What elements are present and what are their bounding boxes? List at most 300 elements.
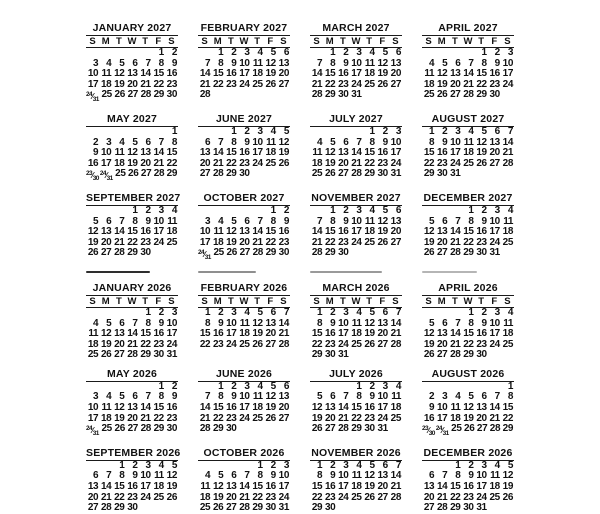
weekday-label: W bbox=[239, 295, 249, 307]
day-cell: 20 bbox=[423, 491, 435, 503]
day-cell: 30 bbox=[338, 89, 349, 101]
day-cell: 18 bbox=[364, 226, 375, 238]
day-cell: 16 bbox=[265, 481, 276, 493]
year-calendar-2026 bbox=[86, 282, 514, 514]
day-cell: 15 bbox=[364, 147, 375, 159]
day-cell: 10 bbox=[489, 317, 500, 329]
week-row bbox=[198, 493, 290, 504]
day-cell: 18 bbox=[463, 147, 474, 159]
day-cell: 16 bbox=[489, 68, 500, 80]
day-cell: 12 bbox=[100, 328, 112, 340]
day-cell: 21 bbox=[153, 157, 164, 169]
separator-slot bbox=[310, 271, 402, 273]
day-cell: 27 bbox=[338, 168, 349, 180]
day-cell: 3 bbox=[455, 125, 461, 137]
month-june-2026 bbox=[198, 368, 290, 435]
empty-cell bbox=[435, 308, 448, 319]
week-row bbox=[422, 169, 514, 180]
day-cell: 22 bbox=[153, 78, 164, 90]
day-cell: 11 bbox=[424, 68, 435, 80]
day-cell: 24 bbox=[390, 157, 401, 169]
day-cell: 28 bbox=[199, 423, 211, 435]
day-cell: 23 bbox=[166, 78, 177, 90]
day-cell: 2 bbox=[468, 459, 474, 471]
empty-cell bbox=[349, 503, 362, 514]
day-cell: 18 bbox=[423, 78, 435, 90]
day-cell: 26 bbox=[278, 157, 289, 169]
day-cell: 30 bbox=[324, 502, 336, 514]
day-cell: 25 bbox=[351, 338, 362, 350]
day-cell: 25 bbox=[252, 412, 263, 424]
empty-cell bbox=[363, 503, 376, 514]
day-cell: $^{24}⁄_{31}$ bbox=[198, 249, 211, 262]
weekday-label: T bbox=[254, 295, 261, 307]
day-cell: 15 bbox=[140, 328, 151, 340]
day-cell: 6 bbox=[382, 459, 388, 471]
day-cell: 10 bbox=[100, 147, 112, 159]
weekday-label: S bbox=[280, 295, 287, 307]
day-cell: 27 bbox=[127, 89, 138, 101]
day-cell: 25 bbox=[390, 412, 401, 424]
day-cell: 19 bbox=[311, 412, 323, 424]
day-cell: 18 bbox=[502, 226, 513, 238]
weekday-label: W bbox=[463, 295, 473, 307]
day-cell: 18 bbox=[166, 226, 177, 238]
day-cell: 22 bbox=[476, 78, 487, 90]
day-cell: 16 bbox=[476, 328, 487, 340]
day-cell: 3 bbox=[343, 306, 349, 318]
month-title: MARCH 2027 bbox=[310, 22, 402, 36]
day-cell: 3 bbox=[481, 459, 487, 471]
day-cell: 23 bbox=[226, 78, 237, 90]
day-cell: 1 bbox=[468, 306, 474, 318]
day-cell: 26 bbox=[226, 247, 237, 259]
weekday-label: W bbox=[127, 295, 137, 307]
day-cell: 4 bbox=[92, 317, 99, 329]
day-cell: 30 bbox=[265, 502, 276, 514]
day-cell: 15 bbox=[114, 481, 125, 493]
day-cell: 7 bbox=[494, 391, 500, 403]
day-cell: 8 bbox=[231, 136, 237, 148]
day-cell: 15 bbox=[153, 68, 164, 80]
empty-cell bbox=[376, 248, 389, 259]
day-cell: 11 bbox=[503, 317, 513, 329]
day-cell: 11 bbox=[88, 328, 99, 340]
day-cell: 11 bbox=[351, 317, 362, 329]
day-cell: 5 bbox=[231, 215, 237, 227]
day-cell: 12 bbox=[265, 391, 276, 403]
day-cell: 22 bbox=[311, 491, 323, 503]
weekday-label: S bbox=[201, 295, 208, 307]
day-cell: 28 bbox=[239, 502, 250, 514]
day-cell: 8 bbox=[204, 317, 211, 329]
day-cell: 17 bbox=[489, 226, 500, 238]
day-cell: 12 bbox=[463, 402, 474, 414]
day-cell: 8 bbox=[369, 136, 375, 148]
empty-cell bbox=[501, 90, 514, 101]
day-cell: 5 bbox=[257, 306, 263, 318]
day-cell: 6 bbox=[343, 136, 349, 148]
empty-cell bbox=[139, 48, 152, 59]
day-cell: 31 bbox=[489, 247, 500, 259]
day-cell: 18 bbox=[351, 328, 362, 340]
separator-slot bbox=[86, 271, 178, 273]
month-march-2026 bbox=[310, 282, 402, 361]
empty-cell bbox=[376, 350, 389, 361]
day-cell: 14 bbox=[212, 147, 224, 159]
day-cell: 8 bbox=[218, 391, 224, 403]
weekday-label: S bbox=[201, 36, 208, 47]
day-cell: 16 bbox=[166, 68, 177, 80]
day-cell: 9 bbox=[343, 215, 349, 227]
day-cell: 26 bbox=[265, 412, 276, 424]
day-cell: 4 bbox=[158, 459, 164, 471]
day-cell: 23 bbox=[166, 412, 177, 424]
empty-cell bbox=[237, 206, 250, 217]
empty-cell bbox=[389, 350, 402, 361]
month-october-2027 bbox=[198, 192, 290, 264]
weekday-label: M bbox=[325, 295, 334, 307]
month-title: JANUARY 2027 bbox=[86, 22, 178, 36]
empty-cell bbox=[211, 90, 224, 101]
day-cell: 20 bbox=[199, 157, 211, 169]
day-cell: 11 bbox=[252, 57, 263, 69]
day-cell: 24 bbox=[450, 157, 461, 169]
day-cell: 12 bbox=[364, 470, 375, 482]
empty-cell bbox=[152, 248, 165, 259]
day-cell: 4 bbox=[428, 57, 435, 69]
empty-cell bbox=[86, 206, 99, 217]
month-title: FEBRUARY 2027 bbox=[198, 22, 290, 36]
day-cell: 23 bbox=[278, 236, 289, 248]
week-row bbox=[198, 414, 290, 425]
day-cell: 7 bbox=[316, 215, 323, 227]
weekday-label: T bbox=[339, 36, 346, 47]
day-cell: 25 bbox=[502, 236, 513, 248]
day-cell: 30 bbox=[476, 349, 487, 361]
day-cell: 11 bbox=[239, 317, 250, 329]
empty-cell bbox=[86, 127, 99, 138]
day-cell: 14 bbox=[338, 402, 349, 414]
day-cell: 31 bbox=[450, 168, 461, 180]
week-row bbox=[86, 90, 178, 106]
day-cell: 27 bbox=[114, 349, 125, 361]
day-cell: 13 bbox=[436, 328, 448, 340]
day-cell: 25 bbox=[463, 157, 474, 169]
day-cell: 6 bbox=[283, 47, 289, 58]
day-cell: 2 bbox=[382, 125, 388, 137]
day-cell: 22 bbox=[127, 236, 138, 248]
day-cell: 6 bbox=[92, 470, 99, 482]
day-cell: 16 bbox=[377, 147, 388, 159]
day-cell: 20 bbox=[114, 338, 125, 350]
day-cell: 9 bbox=[231, 391, 237, 403]
day-cell: 9 bbox=[145, 215, 151, 227]
week-row bbox=[310, 169, 402, 180]
empty-cell bbox=[310, 48, 323, 59]
day-cell: 14 bbox=[114, 226, 125, 238]
day-cell: 29 bbox=[252, 502, 263, 514]
day-cell: 15 bbox=[226, 147, 237, 159]
week-row bbox=[86, 248, 178, 259]
day-cell: 8 bbox=[330, 57, 336, 69]
day-cell: 21 bbox=[463, 78, 474, 90]
day-cell: 1 bbox=[270, 204, 276, 216]
day-cell: 16 bbox=[226, 402, 237, 414]
week-row bbox=[310, 90, 402, 101]
day-cell: 6 bbox=[455, 57, 461, 69]
day-cell: 12 bbox=[278, 136, 289, 148]
day-cell: 22 bbox=[324, 236, 336, 248]
day-cell: 15 bbox=[212, 68, 224, 80]
month-january-2026 bbox=[86, 282, 178, 361]
month-september-2027 bbox=[86, 191, 181, 259]
day-cell: 17 bbox=[351, 226, 362, 238]
day-cell: 18 bbox=[364, 68, 375, 80]
day-cell: 7 bbox=[244, 470, 250, 482]
day-cell: 23 bbox=[377, 157, 388, 169]
day-cell: 5 bbox=[428, 215, 435, 227]
day-cell: 21 bbox=[502, 147, 513, 159]
day-cell: 9 bbox=[171, 57, 177, 69]
day-cell: 17 bbox=[351, 68, 362, 80]
day-cell: 28 bbox=[100, 502, 112, 514]
day-cell: 3 bbox=[494, 204, 500, 216]
empty-cell bbox=[251, 206, 264, 217]
day-cell: 7 bbox=[145, 57, 151, 69]
day-cell: 17 bbox=[377, 402, 388, 414]
day-cell: 4 bbox=[106, 391, 112, 403]
day-cell: 22 bbox=[351, 412, 362, 424]
day-cell: 18 bbox=[351, 481, 362, 493]
week-row bbox=[198, 127, 290, 138]
day-cell: 19 bbox=[423, 236, 435, 248]
weekday-label: F bbox=[267, 36, 274, 47]
day-cell: 6 bbox=[442, 317, 448, 329]
day-cell: 15 bbox=[476, 68, 487, 80]
empty-cell bbox=[198, 206, 211, 217]
day-cell: 14 bbox=[100, 481, 112, 493]
day-cell: $^{23}⁄_{30}$ bbox=[86, 170, 99, 183]
day-cell: 25 bbox=[153, 491, 164, 503]
month-april-2027 bbox=[422, 22, 514, 101]
month-title: AUGUST 2027 bbox=[422, 113, 514, 127]
day-cell: 13 bbox=[278, 391, 289, 403]
month-title: FEBRUARY 2026 bbox=[198, 282, 290, 296]
day-cell: 26 bbox=[324, 168, 336, 180]
empty-cell bbox=[501, 350, 514, 361]
day-cell: 1 bbox=[119, 459, 125, 471]
empty-cell bbox=[475, 169, 488, 180]
day-cell: 12 bbox=[377, 57, 388, 69]
day-cell: 17 bbox=[489, 328, 500, 340]
day-cell: 13 bbox=[114, 328, 125, 340]
weekday-label: M bbox=[213, 295, 222, 307]
week-row bbox=[86, 169, 178, 185]
month-title: MAY 2026 bbox=[86, 368, 178, 382]
day-cell: 9 bbox=[283, 215, 289, 227]
day-cell: 26 bbox=[502, 491, 513, 503]
day-cell: 26 bbox=[377, 236, 388, 248]
day-cell: 3 bbox=[494, 306, 500, 318]
day-cell: 8 bbox=[171, 136, 177, 148]
day-cell: 27 bbox=[377, 338, 388, 350]
day-cell: 9 bbox=[132, 470, 138, 482]
empty-cell bbox=[349, 350, 362, 361]
weekday-label: F bbox=[267, 295, 274, 307]
day-cell: 16 bbox=[463, 481, 474, 493]
day-cell: 20 bbox=[226, 491, 237, 503]
empty-cell bbox=[264, 169, 277, 180]
day-cell: 12 bbox=[212, 481, 224, 493]
weekday-label: F bbox=[379, 295, 386, 307]
week-row bbox=[198, 206, 290, 217]
day-cell: 7 bbox=[119, 215, 125, 227]
day-cell: 19 bbox=[502, 481, 513, 493]
day-cell: 26 bbox=[311, 423, 323, 435]
day-cell: 29 bbox=[140, 349, 151, 361]
day-cell: 14 bbox=[436, 481, 448, 493]
day-cell: 13 bbox=[87, 481, 99, 493]
day-cell: 18 bbox=[502, 328, 513, 340]
day-cell: 24 bbox=[278, 491, 289, 503]
day-cell: 2 bbox=[145, 204, 151, 216]
day-cell: 28 bbox=[140, 423, 151, 435]
day-cell: 2 bbox=[218, 306, 224, 318]
day-cell: 19 bbox=[212, 491, 224, 503]
day-cell: 15 bbox=[252, 481, 263, 493]
day-cell: 20 bbox=[265, 328, 276, 340]
day-cell: 3 bbox=[507, 47, 513, 58]
day-cell: 16 bbox=[423, 412, 435, 424]
week-row bbox=[310, 308, 402, 319]
day-cell: 25 bbox=[239, 338, 250, 350]
weekday-label: F bbox=[155, 36, 162, 47]
day-cell: 18 bbox=[252, 402, 263, 414]
day-cell: 1 bbox=[145, 306, 151, 318]
day-cell: 24 bbox=[166, 338, 177, 350]
day-cell: 23 bbox=[436, 157, 448, 169]
day-cell: 20 bbox=[278, 68, 289, 80]
day-cell: 21 bbox=[199, 412, 211, 424]
weekday-label: F bbox=[379, 36, 386, 47]
day-cell: 30 bbox=[278, 247, 289, 259]
day-cell: 10 bbox=[351, 57, 362, 69]
day-cell: 6 bbox=[283, 380, 289, 392]
week-row bbox=[86, 424, 178, 440]
day-cell: 10 bbox=[252, 136, 263, 148]
day-cell: 3 bbox=[257, 125, 263, 137]
day-cell: 27 bbox=[140, 168, 152, 180]
day-cell: 15 bbox=[311, 328, 323, 340]
week-row bbox=[422, 48, 514, 59]
month-title: APRIL 2027 bbox=[422, 22, 514, 36]
empty-cell bbox=[389, 248, 402, 259]
day-cell: 26 bbox=[423, 247, 435, 259]
day-cell: 20 bbox=[127, 412, 138, 424]
week-row bbox=[86, 127, 178, 138]
day-cell: 11 bbox=[490, 470, 500, 482]
day-cell: 10 bbox=[87, 402, 99, 414]
day-cell: 20 bbox=[100, 236, 112, 248]
day-cell: 14 bbox=[502, 136, 513, 148]
day-cell: 19 bbox=[463, 412, 474, 424]
day-cell: 18 bbox=[100, 412, 112, 424]
day-cell: 6 bbox=[428, 470, 435, 482]
day-cell: 15 bbox=[324, 226, 336, 238]
month-title: DECEMBER 2027 bbox=[423, 191, 513, 204]
empty-cell bbox=[310, 206, 323, 217]
day-cell: 21 bbox=[390, 481, 401, 493]
weekday-label: S bbox=[280, 36, 287, 47]
day-cell: 3 bbox=[343, 459, 349, 471]
empty-cell bbox=[323, 127, 336, 138]
day-cell: 6 bbox=[106, 215, 112, 227]
day-cell: 29 bbox=[463, 349, 474, 361]
day-cell: 13 bbox=[390, 57, 401, 69]
day-cell: 28 bbox=[140, 89, 151, 101]
week-row bbox=[198, 48, 290, 59]
day-cell: 11 bbox=[463, 136, 474, 148]
day-cell: 11 bbox=[266, 136, 276, 148]
month-october-2026 bbox=[198, 447, 290, 514]
day-cell: 18 bbox=[390, 402, 401, 414]
day-cell: 2 bbox=[481, 306, 487, 318]
day-cell: 14 bbox=[199, 68, 211, 80]
day-cell: 20 bbox=[436, 236, 448, 248]
day-cell: 29 bbox=[153, 89, 164, 101]
day-cell: 14 bbox=[239, 481, 250, 493]
day-cell: 25 bbox=[265, 157, 276, 169]
day-cell: 19 bbox=[114, 78, 125, 90]
day-cell: 5 bbox=[442, 57, 448, 69]
day-cell: 14 bbox=[351, 147, 362, 159]
day-cell: 16 bbox=[153, 328, 164, 340]
day-cell: 19 bbox=[100, 338, 112, 350]
day-cell: 7 bbox=[283, 306, 289, 318]
empty-cell bbox=[264, 424, 277, 435]
day-cell: 1 bbox=[257, 459, 263, 471]
day-cell: 2 bbox=[343, 47, 349, 58]
day-cell: 3 bbox=[395, 125, 401, 137]
day-cell: 23 bbox=[338, 78, 349, 90]
day-cell: 13 bbox=[199, 147, 211, 159]
week-row bbox=[86, 350, 178, 361]
month-title: NOVEMBER 2026 bbox=[311, 446, 401, 459]
weekday-label: T bbox=[142, 295, 149, 307]
weekday-label: M bbox=[325, 36, 334, 47]
day-cell: 13 bbox=[140, 147, 151, 159]
day-cell: 25 bbox=[423, 89, 435, 101]
day-cell: 23 bbox=[212, 338, 224, 350]
day-cell: 20 bbox=[140, 157, 151, 169]
day-cell: 14 bbox=[450, 328, 461, 340]
day-cell: 12 bbox=[127, 147, 138, 159]
empty-cell bbox=[488, 503, 501, 514]
day-cell: 12 bbox=[114, 402, 125, 414]
week-row bbox=[198, 308, 290, 319]
year-calendar-2027 bbox=[86, 22, 514, 264]
weekday-label: T bbox=[366, 295, 373, 307]
empty-cell bbox=[125, 48, 138, 59]
month-june-2027 bbox=[198, 113, 290, 180]
empty-cell bbox=[488, 169, 501, 180]
weekday-label: S bbox=[89, 36, 96, 47]
month-july-2026 bbox=[310, 368, 402, 435]
day-cell: 4 bbox=[494, 459, 500, 471]
day-cell: 14 bbox=[199, 402, 211, 414]
weekday-label: M bbox=[437, 36, 446, 47]
